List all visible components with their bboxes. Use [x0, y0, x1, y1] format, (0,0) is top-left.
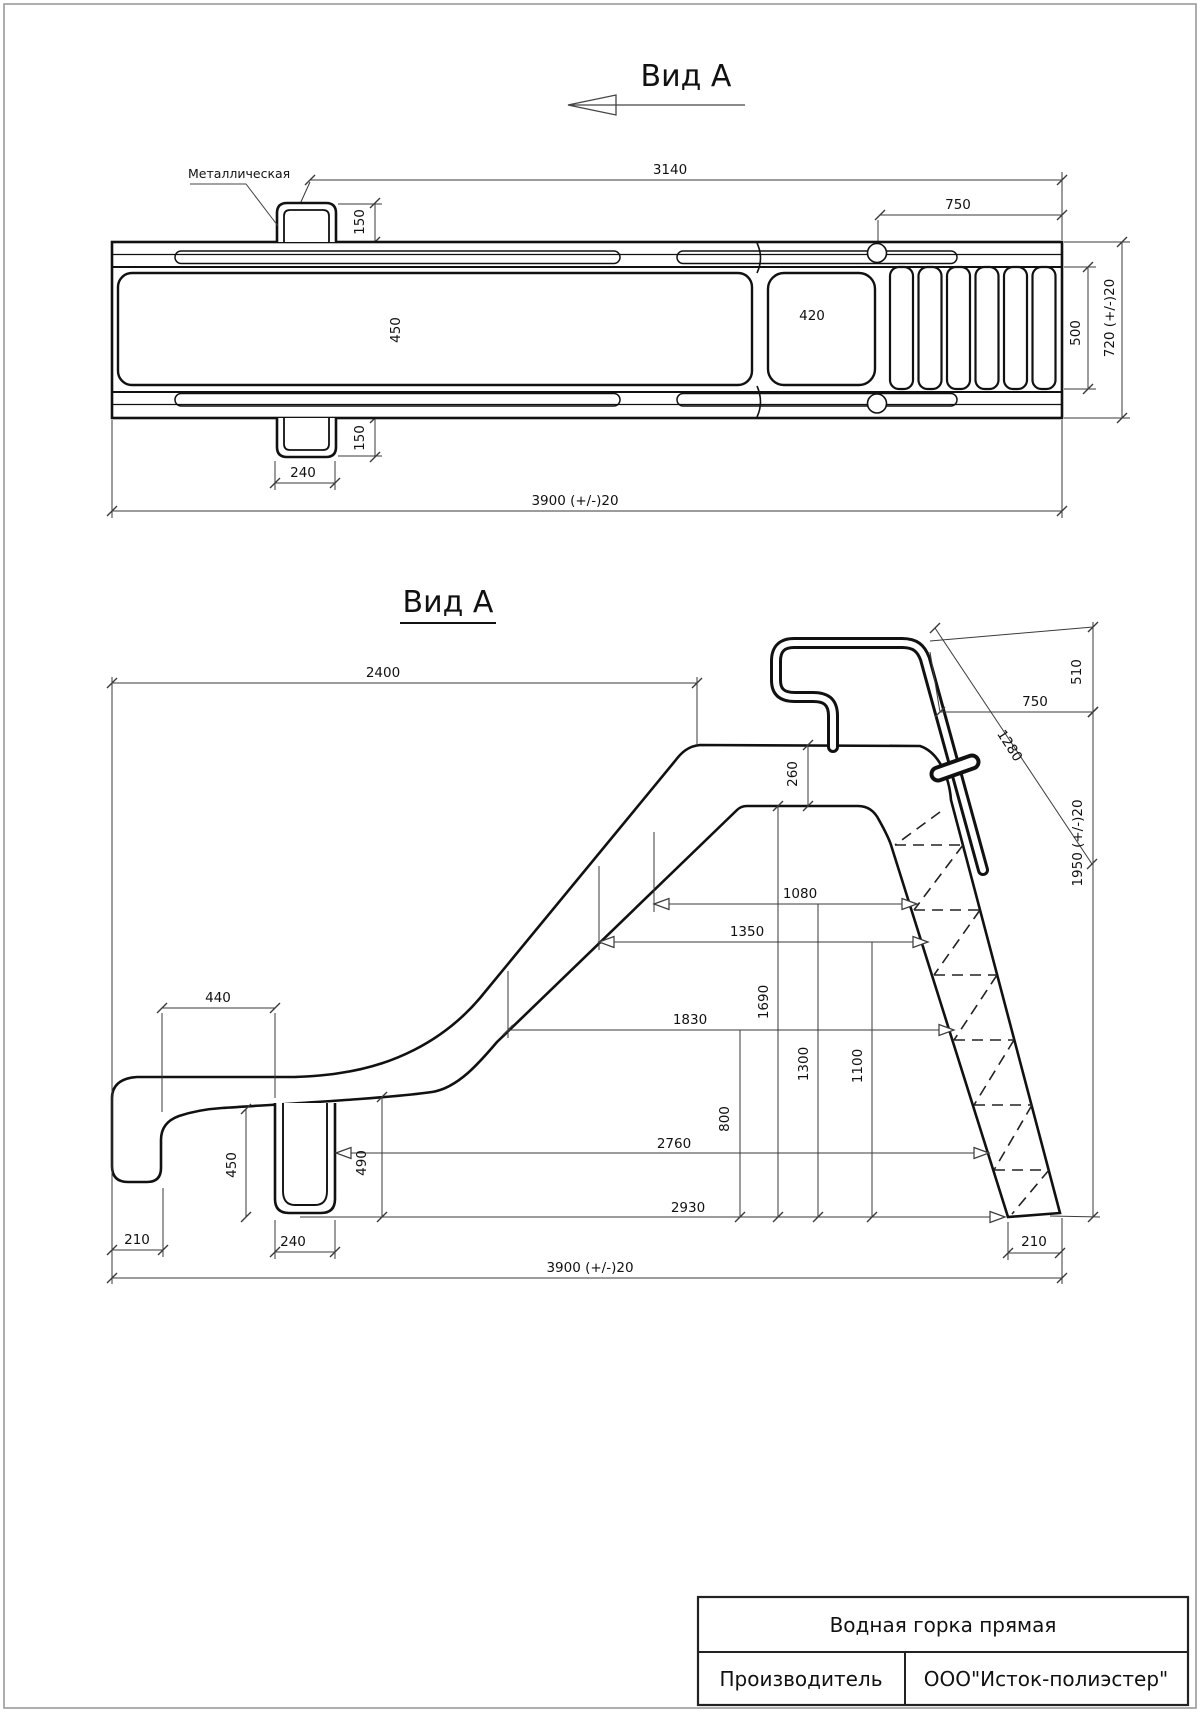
side-view-structure — [112, 643, 1060, 1217]
metal-label-leader — [188, 166, 290, 226]
dim-490-label: 490 — [354, 1150, 370, 1176]
dim-1950-label: 1950 (+/-)20 — [1070, 799, 1086, 887]
top-view-structure — [112, 203, 1062, 457]
dim-750-side-label: 750 — [1022, 694, 1048, 710]
dim-1350-label: 1350 — [729, 924, 765, 940]
title-block-manufacturer-label: Производитель — [719, 1667, 883, 1691]
dim-2760-label: 2760 — [656, 1136, 692, 1152]
dim-720-label: 720 (+/-)20 — [1102, 278, 1118, 358]
dim-1100-label: 1100 — [850, 1048, 866, 1084]
dim-1690-label: 1690 — [756, 984, 772, 1020]
top-view — [107, 162, 1130, 518]
dim-420-label: 420 — [799, 308, 825, 324]
slide-profile — [112, 745, 1060, 1217]
support-leg — [275, 1103, 335, 1213]
dim-240-side-label: 240 — [280, 1234, 306, 1250]
view-a-side-title: Вид А — [402, 585, 494, 620]
view-a-top-title: Вид А — [640, 59, 732, 94]
dim-210-right-label: 210 — [1021, 1234, 1047, 1250]
handrail-connector — [938, 762, 972, 774]
dim-1080-label: 1080 — [782, 886, 818, 902]
dim-1300-label: 1300 — [796, 1046, 812, 1082]
dim-210-left-label: 210 — [124, 1232, 150, 1248]
title-block — [698, 1597, 1188, 1705]
side-view — [107, 622, 1100, 1284]
dim-150-bottom-label: 150 — [352, 425, 368, 451]
dim-2930-label: 2930 — [670, 1200, 706, 1216]
dim-150-top-label: 150 — [352, 209, 368, 235]
view-direction-arrow-icon — [568, 95, 745, 115]
dim-510-label: 510 — [1069, 659, 1085, 685]
dim-1280-label: 1280 — [993, 727, 1026, 765]
metal-handle-bottom — [277, 418, 336, 457]
dim-3900-side-label: 3900 (+/-)20 — [546, 1260, 634, 1276]
dim-240-top-label: 240 — [290, 465, 316, 481]
dim-440-label: 440 — [205, 990, 231, 1006]
dim-800-label: 800 — [717, 1106, 733, 1132]
dim-260-label: 260 — [785, 761, 801, 787]
metal-handle-top — [277, 203, 336, 242]
metal-label: Металлическая — [188, 166, 291, 181]
dim-1830-label: 1830 — [672, 1012, 708, 1028]
dim-450-side-label: 450 — [224, 1152, 240, 1178]
view-a-top-header — [568, 59, 745, 115]
dim-3140-label: 3140 — [652, 162, 688, 178]
view-a-side-header — [400, 585, 496, 623]
dim-500-label: 500 — [1068, 320, 1084, 346]
dim-2400-label: 2400 — [365, 665, 401, 681]
dim-750-top-label: 750 — [945, 197, 971, 213]
title-block-product: Водная горка прямая — [829, 1613, 1057, 1637]
dim-3900-top-label: 3900 (+/-)20 — [531, 493, 619, 509]
dim-450-top-label: 450 — [388, 317, 404, 343]
title-block-manufacturer: ООО"Исток-полиэстер" — [923, 1667, 1169, 1691]
